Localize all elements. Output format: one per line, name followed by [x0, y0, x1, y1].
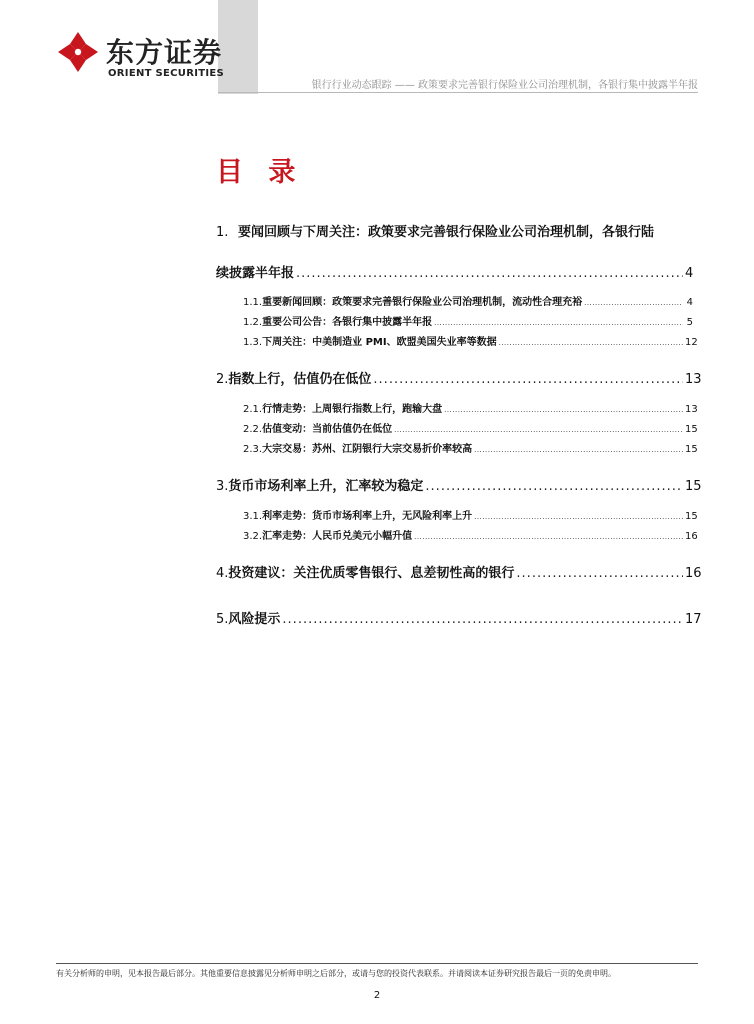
toc-subsection-title: 汇率走势：人民币兑美元小幅升值 [262, 531, 413, 542]
toc-page-number: 15 [685, 479, 702, 494]
toc-page-number: 16 [685, 531, 698, 542]
toc-leader-dots [282, 612, 683, 627]
toc-subsection-1-3[interactable] [243, 333, 698, 348]
toc-subsection-1-1[interactable] [243, 293, 693, 308]
toc-section-title: 投资建议：关注优质零售银行、息差韧性高的银行 [228, 566, 515, 581]
header-gray-bar [218, 0, 258, 94]
toc-subsection-3-1[interactable] [243, 507, 698, 522]
toc-subsection-number: 2.2. [243, 424, 263, 435]
toc-section-1[interactable] [216, 221, 698, 240]
toc-leader-dots [499, 339, 683, 347]
toc-page-number: 15 [685, 444, 698, 455]
toc-subsection-number: 1.3. [243, 337, 263, 348]
toc-section-title: 货币市场利率上升，汇率较为稳定 [228, 479, 424, 494]
toc-leader-dots [425, 479, 683, 494]
toc-subsection-number: 2.3. [243, 444, 263, 455]
toc-section-title: 指数上行，估值仍在低位 [228, 372, 372, 387]
toc-subsection-number: 2.1. [243, 404, 263, 415]
toc-subsection-3-2[interactable] [243, 527, 698, 542]
toc-section-4[interactable] [216, 562, 702, 581]
toc-subsection-title: 重要新闻回顾：政策要求完善银行保险业公司治理机制，流动性合理充裕 [262, 297, 583, 308]
toc-subsection-title: 利率走势：货币市场利率上升，无风险利率上升 [262, 511, 473, 522]
toc-subsection-title: 下周关注：中美制造业 PMI、欧盟美国失业率等数据 [262, 337, 497, 348]
toc-subsection-1-2[interactable] [243, 313, 693, 328]
toc-subsection-number: 3.1. [243, 511, 263, 522]
toc-leader-dots [516, 566, 683, 581]
toc-page-number: 16 [685, 566, 702, 581]
logo-chinese-name: 东方证券 [106, 36, 223, 69]
toc-section-number: 2. [216, 372, 229, 387]
toc-section-number: 5. [216, 612, 229, 627]
toc-section-1-continued[interactable] [216, 262, 693, 281]
toc-subsection-title: 大宗交易：苏州、江阴银行大宗交易折价率较高 [262, 444, 473, 455]
toc-page-number: 4 [685, 266, 694, 281]
toc-section-number: 4. [216, 566, 229, 581]
toc-leader-dots [444, 406, 683, 414]
toc-subsection-number: 3.2. [243, 531, 263, 542]
toc-title: 目 录 [216, 157, 304, 188]
toc-leader-dots [434, 319, 683, 327]
toc-leader-dots [296, 266, 683, 281]
toc-leader-dots [394, 426, 683, 434]
toc-section-2[interactable] [216, 368, 702, 387]
toc-section-5[interactable] [216, 608, 702, 627]
toc-subsection-2-2[interactable] [243, 420, 698, 435]
toc-section-title-continued: 续披露半年报 [216, 266, 295, 281]
toc-subsection-number: 1.1. [243, 297, 263, 308]
toc-leader-dots [474, 446, 683, 454]
report-header-line: 银行行业动态跟踪 —— 政策要求完善银行保险业公司治理机制，各银行集中披露半年报 [311, 80, 698, 91]
page-number: 2 [373, 990, 381, 1001]
toc-section-number: 3. [216, 479, 229, 494]
footer-divider [56, 963, 698, 964]
toc-leader-dots [584, 299, 683, 307]
header-divider [218, 92, 698, 93]
toc-page-number: 12 [685, 337, 698, 348]
toc-page-number: 13 [685, 404, 698, 415]
toc-leader-dots [373, 372, 683, 387]
toc-section-number: 1. [216, 225, 229, 240]
toc-subsection-2-3[interactable] [243, 440, 698, 455]
toc-page-number: 5 [686, 317, 693, 328]
logo-english-name: ORIENT SECURITIES [108, 68, 225, 79]
toc-page-number: 17 [685, 612, 702, 627]
toc-subsection-title: 行情走势：上周银行指数上行，跑输大盘 [262, 404, 443, 415]
toc-subsection-title: 估值变动：当前估值仍在低位 [262, 424, 393, 435]
toc-page-number: 4 [686, 297, 693, 308]
toc-subsection-number: 1.2. [243, 317, 263, 328]
toc-leader-dots [414, 533, 683, 541]
footer-disclaimer: 有关分析师的申明，见本报告最后部分。其他重要信息披露见分析师申明之后部分，或请与您的投资代表联系。并请阅读本证券研究报告最后一页的免责申明。 [56, 969, 616, 978]
toc-subsection-title: 重要公司公告：各银行集中披露半年报 [262, 317, 433, 328]
toc-page-number: 13 [685, 372, 702, 387]
toc-section-title: 风险提示 [228, 612, 281, 627]
toc-subsection-2-1[interactable] [243, 400, 698, 415]
toc-leader-dots [474, 513, 683, 521]
toc-section-title: 要闻回顾与下周关注：政策要求完善银行保险业公司治理机制，各银行陆 [238, 225, 655, 240]
toc-page-number: 15 [685, 424, 698, 435]
orient-securities-logo-icon [56, 30, 100, 74]
toc-section-3[interactable] [216, 475, 702, 494]
toc-page-number: 15 [685, 511, 698, 522]
